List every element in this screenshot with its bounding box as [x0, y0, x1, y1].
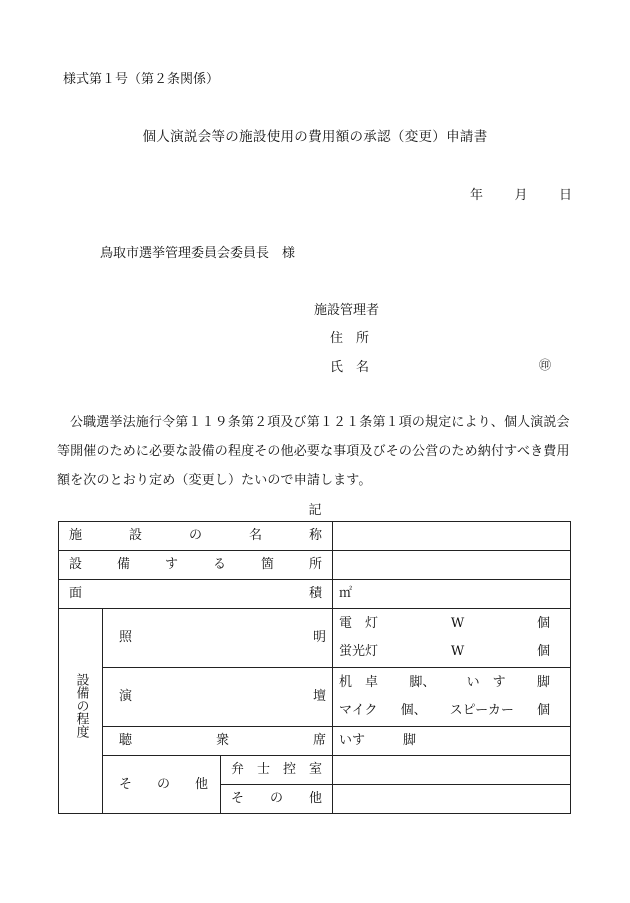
lighting-value-char: 個	[537, 616, 551, 631]
other-sub2-label	[221, 785, 333, 814]
facility-name-label-char: の	[189, 528, 203, 543]
audience-label-char: 席	[313, 733, 327, 748]
stage-value-char: 個	[536, 703, 550, 718]
date-line	[470, 184, 572, 203]
lighting-value-char: W	[450, 644, 465, 659]
other-sub2-label-char: の	[270, 791, 284, 806]
lighting-value-char: 電 灯	[339, 616, 379, 631]
seal-mark: ㊞	[539, 358, 552, 372]
other-label-char: 他	[194, 776, 208, 792]
lighting-value-char: W	[450, 616, 465, 631]
other-sub2-label-char: 他	[309, 791, 323, 806]
addressee: 鳥取市選挙管理委員会委員長 様	[100, 246, 296, 261]
stage-value-char: い す	[466, 675, 506, 690]
equipment-location-label-char: 設	[69, 557, 83, 572]
area-label-char: 面	[69, 586, 83, 601]
equipment-location-label-char: 箇	[261, 557, 275, 572]
date-day: 日	[558, 188, 572, 203]
address-label: 住 所	[330, 331, 370, 346]
facility-table	[58, 521, 571, 814]
other-sub1-label-char: 士	[257, 762, 271, 777]
table-row	[59, 580, 571, 609]
equipment-location-label-char: る	[213, 557, 227, 572]
equipment-location-label-char: 所	[309, 557, 323, 572]
area-unit: ㎡	[339, 586, 353, 601]
date-month: 月	[514, 188, 528, 203]
other-sub1-label-char: 控	[283, 762, 297, 777]
facility-name-label-char: 設	[129, 528, 143, 543]
stage-value-char: スピーカー	[449, 703, 514, 718]
facility-name-label-char: 名	[249, 528, 263, 543]
equipment-location-label	[59, 551, 333, 580]
stage-value-char: 机 卓	[339, 675, 379, 690]
equipment-location-label-char: 備	[117, 557, 131, 572]
audience-label	[103, 727, 333, 756]
audience-label-char: 衆	[216, 733, 230, 748]
other-label-char: そ	[119, 776, 133, 792]
other-label-char: の	[156, 776, 170, 792]
other-label	[103, 756, 221, 814]
stage-value-char: 脚	[537, 675, 551, 690]
audience-value-char: 脚	[403, 733, 417, 748]
table-row	[59, 609, 571, 668]
area-value[interactable]	[333, 580, 571, 609]
stage-value-char: 脚、	[409, 675, 436, 690]
area-label-char: 積	[309, 586, 323, 601]
other-sub1-label	[221, 756, 333, 785]
lighting-value[interactable]	[333, 609, 571, 668]
other-sub1-label-char: 弁	[231, 762, 245, 777]
area-label	[59, 580, 333, 609]
body-text: 公職選挙法施行令第１１９条第２項及び第１２１条第１項の規定により、個人演説会等開催のために必要な設備の程度その他必要な事項及びその公営のため納付すべき費用額を次のとおり定め（変更し）たいので申請します。	[57, 415, 570, 488]
other-sub1-label-char: 室	[309, 762, 323, 777]
audience-value-char: いす	[339, 733, 366, 748]
document-title: 個人演説会等の施設使用の費用額の承認（変更）申請書	[142, 129, 488, 145]
stage-value-char: マイク	[339, 703, 378, 718]
lighting-value-char: 蛍光灯	[339, 644, 379, 659]
table-row	[59, 756, 571, 785]
equipment-location-label-char: す	[165, 557, 179, 572]
facility-name-label-char: 施	[69, 528, 83, 543]
other-sub1-value[interactable]	[333, 756, 571, 785]
facility-name-label	[59, 522, 333, 551]
date-year: 年	[470, 188, 484, 203]
lighting-label-char: 明	[313, 630, 327, 645]
other-sub2-label-char: そ	[231, 791, 245, 806]
form-number: 様式第１号（第２条関係）	[63, 72, 220, 87]
equipment-level-label: 設備の程度	[59, 609, 103, 814]
audience-label-char: 聴	[119, 733, 133, 748]
lighting-label-char: 照	[119, 630, 133, 645]
table-row	[59, 727, 571, 756]
equipment-location-value[interactable]	[333, 551, 571, 580]
other-sub2-value[interactable]	[333, 785, 571, 814]
name-label: 氏 名	[330, 360, 370, 375]
lighting-value-char: 個	[537, 644, 551, 659]
facility-name-value[interactable]	[333, 522, 571, 551]
audience-value[interactable]	[333, 727, 571, 756]
ki-label: 記	[308, 503, 322, 518]
manager-label: 施設管理者	[314, 303, 380, 318]
table-row	[59, 668, 571, 727]
lighting-label	[103, 609, 333, 668]
stage-value-char: 個、	[400, 703, 427, 718]
stage-label-char: 壇	[313, 689, 327, 704]
stage-value[interactable]	[333, 668, 571, 727]
facility-name-label-char: 称	[309, 528, 323, 543]
stage-label-char: 演	[119, 689, 133, 704]
table-row	[59, 522, 571, 551]
table-row	[59, 551, 571, 580]
stage-label	[103, 668, 333, 727]
